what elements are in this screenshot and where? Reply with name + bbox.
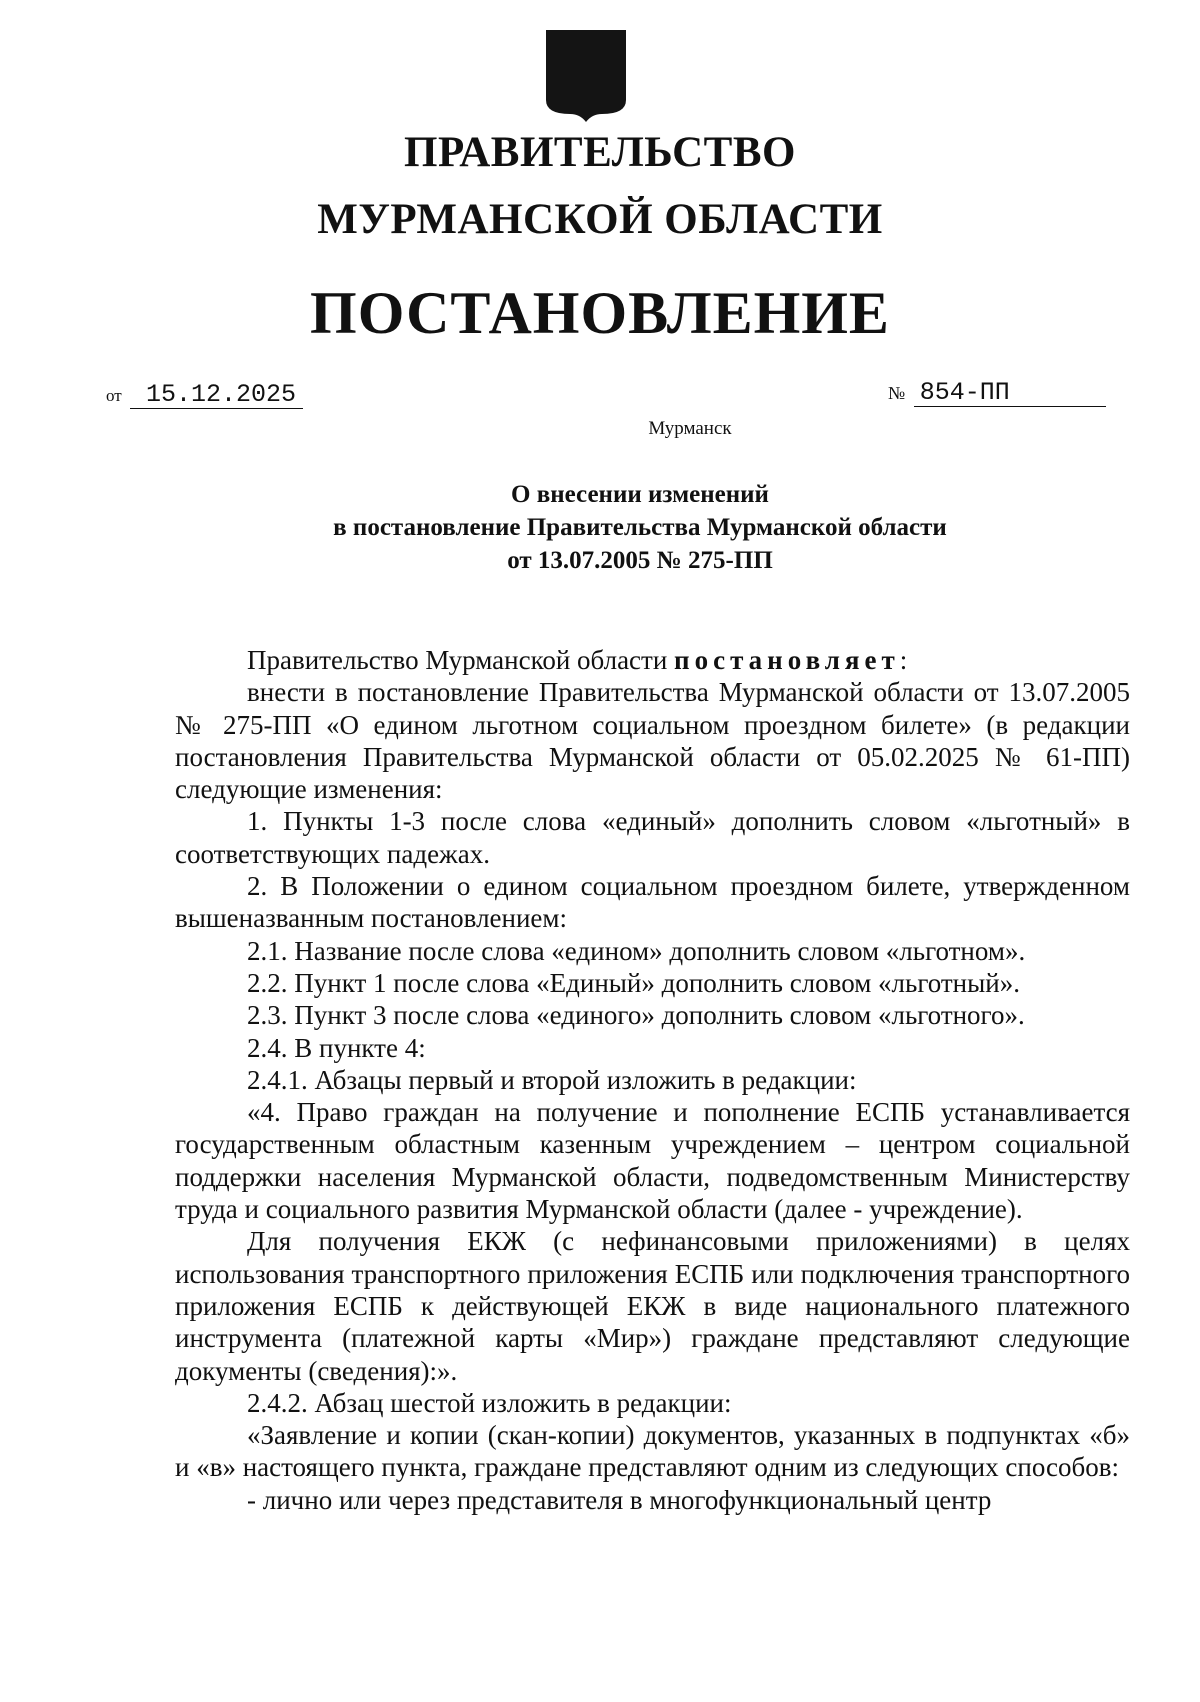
body-paragraph: - лично или через представителя в многофункциональный центр: [247, 1484, 992, 1515]
body-paragraph: 2.4. В пункте 4:: [247, 1032, 426, 1063]
body-paragraph: 2.1. Название после слова «едином» дополнить словом «льготном».: [247, 935, 1026, 966]
number-row: [888, 380, 1106, 407]
subject-line: О внесении изменений: [511, 481, 769, 508]
body-paragraph: 1. Пункты 1-3 после слова «единый» дополнить словом «льготный» в соответствующих падежах.: [175, 806, 1130, 869]
document-subject: [0, 478, 1200, 577]
body-paragraph: 2.4.2. Абзац шестой изложить в редакции:: [247, 1387, 732, 1418]
document-date: 15.12.2025: [130, 382, 303, 409]
coat-of-arms-emblem: [546, 30, 626, 122]
body-paragraph: 2.2. Пункт 1 после слова «Единый» дополнить словом «льготный».: [247, 967, 1020, 998]
number-prefix: №: [888, 383, 906, 403]
date-prefix: от: [106, 386, 122, 405]
org-title-line1: ПРАВИТЕЛЬСТВО: [404, 129, 796, 176]
date-row: [106, 382, 303, 409]
document-number: 854-ПП: [914, 380, 1106, 407]
document-body: [175, 644, 1130, 1516]
intro-prefix: Правительство Мурманской области: [247, 645, 675, 675]
intro-verb: постановляет: [674, 645, 900, 675]
body-paragraph: «Заявление и копии (скан-копии) документов, указанных в подпунктах «б» и «в» настоящего пункта, граждане представляют одним из следующих способов:: [175, 1420, 1130, 1483]
org-title-line2: МУРМАНСКОЙ ОБЛАСТИ: [317, 196, 883, 243]
body-paragraph: внести в постановление Правительства Мурманской области от 13.07.2005 № 275-ПП «О едином льготном социальном проездном билете» (в редакции постановления Правительства Мурманской области от 05.02.2025 № 61-ПП) следующие изменения:: [175, 677, 1130, 805]
body-paragraph: Для получения ЕКЖ (с нефинансовыми приложениями) в целях использования транспортного приложения ЕСПБ или подключения транспортного приложения ЕСПБ к действующей ЕКЖ в виде национального платежного инструмента (платежной карты «Мир») граждане представляют следующие документы (сведения):».: [175, 1226, 1130, 1386]
document-type-title: ПОСТАНОВЛЕНИЕ: [310, 280, 890, 346]
city-label: Мурманск: [648, 418, 732, 439]
intro-suffix: :: [899, 645, 908, 675]
intro-paragraph: [175, 644, 1130, 676]
body-paragraph: 2. В Положении о едином социальном проездном билете, утвержденном вышеназванным постановлением:: [175, 871, 1130, 934]
subject-line: от 13.07.2005 № 275-ПП: [507, 547, 773, 574]
body-paragraph: «4. Право граждан на получение и пополнение ЕСПБ устанавливается государственным областным казенным учреждением – центром социальной поддержки населения Мурманской области, подведомственным Министерству труда и социального развития Мурманской области (далее - учреждение).: [175, 1097, 1130, 1225]
body-paragraph: 2.4.1. Абзацы первый и второй изложить в редакции:: [247, 1064, 857, 1095]
body-paragraph: 2.3. Пункт 3 после слова «единого» дополнить словом «льготного».: [247, 1000, 1025, 1031]
subject-line: в постановление Правительства Мурманской области: [333, 514, 947, 541]
